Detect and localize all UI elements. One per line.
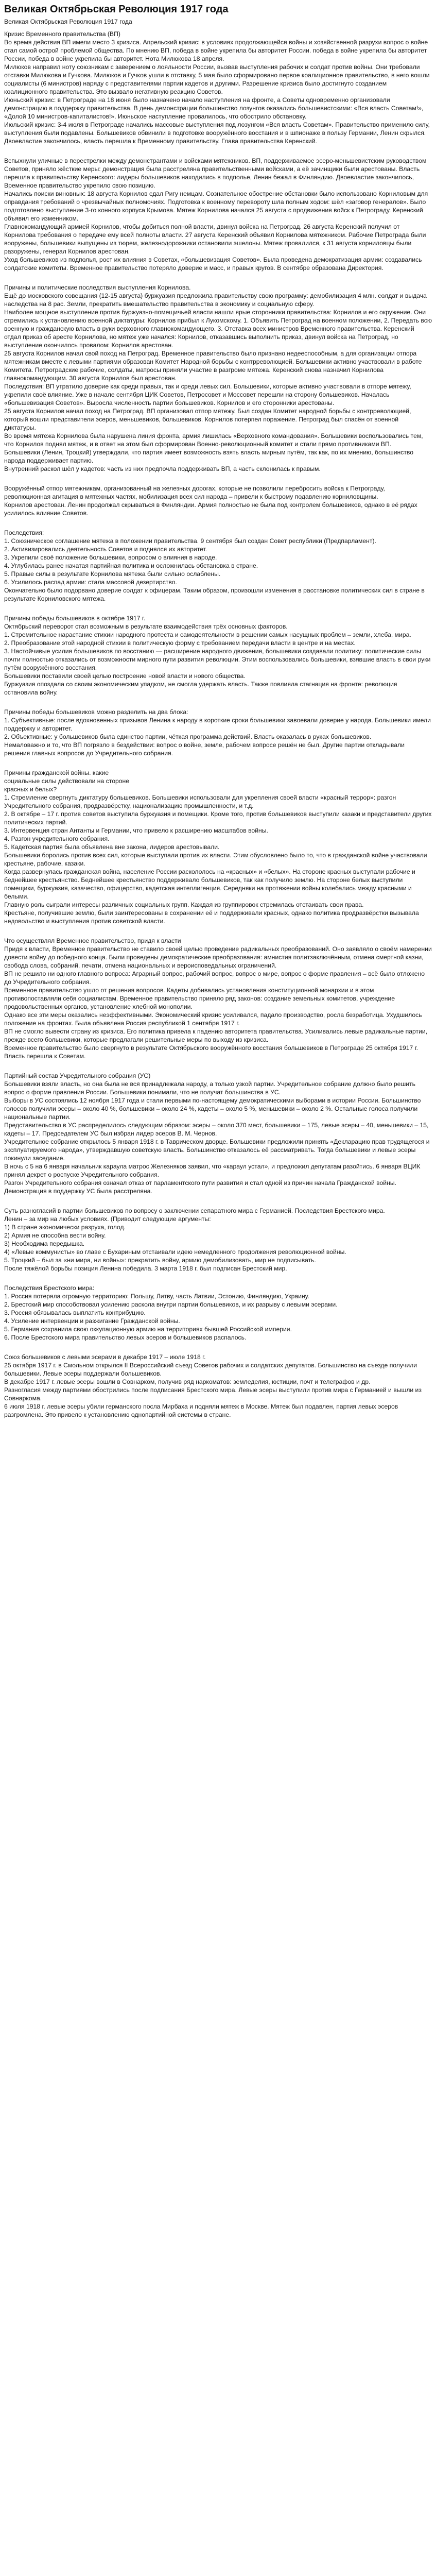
section xyxy=(4,1207,432,1273)
paragraph: Однако все эти меры оказались неэффективными. Экономический кризис усиливался, падало производство, росла безработица. Ухудшилось положение на фронтах. Была объявлена Россия республикой 1 сентября 1917 г. xyxy=(4,1011,422,1027)
paragraph: Июльский кризис: 3-4 июля в Петрограде начались массовые выступления под лозунгом «Вся власть Советам». Правительство применило силу, выступления были подавлены. Большевиков обвинили в подготовке вооружённого восстания и в шпионаже в пользу Германии, Ленин скрылся. Двоевластие закончилось, власть перешла к Временному правительству. Глава правительства Керенский. xyxy=(4,121,430,145)
paragraph: Начались поиски виновных: 18 августа Корнилов сдал Ригу немцам. Сознательное обострение обстановки было использовано Корниловым для оправдания требований о чрезвычайных полномочиях. Подготовка к военному перевороту шла полным ходом: шёл «заговор генералов». Было подготовлено выступление 3-го конного корпуса Крымова. Мятеж Корнилова начался 25 августа с продвижения войск к Петрограду. Керенский объявил его изменником. xyxy=(4,190,428,222)
section-heading: Последствия: xyxy=(4,529,44,536)
paragraph: Придя к власти, Временное правительство не ставило своей целью проведение радикальных преобразований. Оно заявляло о своём намерении довести войну до победного конца. Были проведены демократические преобразования: амнистия политзаключённым, отмена смертной казни, свобода слова, собраний, печати, отмена национальных и вероисповедальных ограничений. xyxy=(4,945,432,969)
paragraph: Большевики (Ленин, Троцкий) утверждали, что партия имеет возможность взять власть мирным путём, так как, по их мнению, большинство народа поддерживает партию. xyxy=(4,449,414,464)
section-heading: Вспыхнули уличные в перестрелки между демонстрантами и войсками мятежников. ВП, поддерживаемое эсеро-меньшевистским руководством Советов, приняло жёсткие меры: демонстрация была расстреляна правительственными войсками, а её зачинщики были арестованы. Власть перешла к правительству Керенского: лидеры большевиков находились в подполье, Ленин бежал в Финляндию. Двоевластие закончилось, Временное правительство укрепило свою позицию. xyxy=(4,157,427,189)
paragraph: 25 октября 1917 г. в Смольном открылся II Всероссийский съезд Советов рабочих и солдатских депутатов. Большинство на съезде получили большевики. Левые эсеры поддержали большевиков. xyxy=(4,1362,417,1377)
paragraph: Выборы в УС состоялись 12 ноября 1917 года и стали первыми по-настоящему демократическими выборами в истории России. Большинство голосов получили эсеры – около 40 %, большевики – около 24 %, кадеты – около 5 %, меньшевики – около 2 %. Остальные голоса получили национальные партии. xyxy=(4,1097,421,1121)
paragraph: 1. Субъективные: после вдохновенных призывов Ленина к народу в короткие сроки большевики завоевали доверие у народа. Большевики имели поддержку и авторитет. xyxy=(4,717,431,732)
section-gap xyxy=(4,473,432,484)
paragraph: Немаловажно и то, что ВП погрязло в бездействии: вопрос о войне, земле, рабочем вопросе решён не был. Другие партии откладывали решения главных вопросов до Учредительного собрания. xyxy=(4,741,405,757)
section-gap xyxy=(4,1273,432,1284)
section-gap xyxy=(4,1342,432,1353)
paragraph: Главную роль сыграли интересы различных социальных групп. Каждая из группировок стремилась отстаивать свои права. xyxy=(4,901,364,908)
section-gap xyxy=(4,757,432,769)
section-gap xyxy=(4,697,432,708)
paragraph: 1. Стремление свергнуть диктатуру большевиков. Большевики использовали для укрепления своей власти «красный террор»: разгон Учредительного собрания, продразвёрстку, национализацию промышленности, и т.д. xyxy=(4,794,396,809)
section-heading: Причины и политические последствия выступления Корнилова. xyxy=(4,284,191,291)
section-heading: Причины победы большевиков можно разделить на два блока: xyxy=(4,708,188,716)
paragraph: Ленин – за мир на любых условиях. (Приводит следующие аргументы: xyxy=(4,1215,211,1223)
section-heading: Вооружённый отпор мятежникам, организованный на железных дорогах, которые не позволили перебросить войска к Петрограду, революционная агитация в мятежных частях, мобилизация всех сил народа – привели к быстрому подавлению корниловщины. xyxy=(4,485,385,500)
section-gap xyxy=(4,517,432,529)
paragraph: 6. После Брестского мира правительство левых эсеров и большевиков распалось. xyxy=(4,1334,247,1341)
section xyxy=(4,30,432,145)
paragraph: Корнилов арестован. Ленин продолжал скрываться в Финляндии. Армия полностью не была под контролем большевиков, однако в её рядах усилилось влияние Советов. xyxy=(4,501,417,517)
paragraph: ВП не решило ни одного главного вопроса: Аграрный вопрос, рабочий вопрос, вопрос о мире, вопрос о форме правления – всё было отложено до Учредительного собрания. xyxy=(4,970,425,986)
section xyxy=(4,769,432,925)
paragraph: Во время действия ВП имели место 3 кризиса. Апрельский кризис: в условиях продолжающейся войны и хозяйственной разрухи вопрос о войне стал самой острой проблемой общества. По мнению ВП, победа в войне укрепила бы авторитет России. победа в войне укрепила бы авторитет России, победа в войне укрепила бы авторитет. Нота Милюкова 18 апреля. xyxy=(4,39,428,62)
section xyxy=(4,937,432,1060)
section xyxy=(4,614,432,697)
section xyxy=(4,1284,432,1342)
paragraph: 2. Брестский мир способствовал усилению раскола внутри партии большевиков, и их разрыву с левыми эсерами. xyxy=(4,1301,338,1308)
paragraph: Ещё до московского совещания (12-15 августа) буржуазия предложила правительству свою программу: демобилизация 4 млн. солдат и выдача наследства на 8 рас. Земли, прекратить вмешательство правительства в экономику и социальную сферу. xyxy=(4,292,427,308)
paragraph: 5. Кадетская партия была объявлена вне закона, лидеров арестовывали. xyxy=(4,843,220,851)
section-gap xyxy=(4,1195,432,1207)
paragraph: Разгон Учредительного собрания означал отказ от парламентского пути развития и стал одной из причин начала Гражданской войны. Демонстрация в поддержку УС была расстреляна. xyxy=(4,1179,396,1195)
section xyxy=(4,1072,432,1195)
section-gap xyxy=(4,603,432,614)
paragraph: Окончательно было подорвано доверие солдат к офицерам. Таким образом, произошли изменения в расстановке политических сил в стране в результате Корниловского мятежа. xyxy=(4,587,425,602)
section-heading: Причины гражданской войны. какие xyxy=(4,769,109,776)
paragraph: Большевики поставили своей целью построение новой власти и нового общества. xyxy=(4,672,246,680)
paragraph: Во время мятежа Корнилова была нарушена линия фронта, армия лишилась «Верховного командования». Большевики воспользовались тем, что Корнилов поднял мятеж, и в ответ на этом был сформирован Военно-революционный комитет и стали прямо противниками ВП. xyxy=(4,432,423,448)
paragraph: 2) Армия не способна вести войну. xyxy=(4,1232,106,1239)
paragraph: 4. Усиление интервенции и разжигание Гражданской войны. xyxy=(4,1317,180,1325)
paragraph: 1) В стране экономически разруха, голод. xyxy=(4,1224,126,1231)
paragraph: 2. Преобразование этой народной стихии в политическую форму с требованием передачи власти в центре и на местах. xyxy=(4,639,356,647)
section-heading: Союз большевиков с левыми эсерами в декабре 1917 – июле 1918 г. xyxy=(4,1353,206,1361)
paragraph: Большевики взяли власть, но она была не вся принадлежала народу, а только узкой партии. Учредительное собрание должно было решить вопрос о форме правления России. Большевики понимали, что не получат большинства в УС. xyxy=(4,1080,415,1096)
section xyxy=(4,283,432,473)
paragraph: Учредительное собрание открылось 5 января 1918 г. в Таврическом дворце. Большевики предложили принять «Декларацию прав трудящегося и эксплуатируемого народа», утверждавшую советскую власть. Большинство отказалось её рассматривать. Тогда большевики и левые эсеры покинули заседание. xyxy=(4,1138,430,1162)
paragraph: 3. Россия обязывалась выплатить контрибуцию. xyxy=(4,1309,146,1316)
section-heading: Кризис Временного правительства (ВП) xyxy=(4,30,120,38)
section-gap xyxy=(4,145,432,157)
section xyxy=(4,157,432,272)
paragraph: Буржуазия опоздала со своим экономическим упадком, не смогла удержать власть. Также повлияла стагнация на фронте: революция остановила войну. xyxy=(4,681,397,696)
section-heading: Суть разногласий в партии большевиков по вопросу о заключении сепаратного мира с Германией. Последствия Брестского мира. xyxy=(4,1207,385,1214)
section-heading: Партийный состав Учредительного собрания (УС) xyxy=(4,1072,151,1079)
paragraph: 3. Укрепили своё положение большевики, вопросом о влияния в народе. xyxy=(4,554,217,561)
section-gap xyxy=(4,272,432,283)
section xyxy=(4,708,432,757)
section xyxy=(4,529,432,603)
paragraph: Последствия: ВП утратило доверие как среди правых, так и среди левых сил. Большевики, которые активно участвовали в отпоре мятежу, укрепили своё влияние. Уже в начале сентября ЦИК Советов, Петросовет и Моссовет перешли на сторону большевиков. Началась «большевизация Советов». Выросла численность партии большевиков. Корнилов и его сторонники арестованы. xyxy=(4,383,411,406)
paragraph: Разногласия между партиями обострились после подписания Брестского мира. Левые эсеры выступили против мира с Германией и вышли из Совнаркома. xyxy=(4,1386,422,1402)
paragraph: 25 августа Корнилов начал поход на Петроград. ВП организовал отпор мятежу. Был создан Комитет народной борьбы с контрреволюцией, который вошли представители эсеров, меньшевиков, большевиков. Корнилов потерпел поражение. Петроград был спасён от военной диктатуры. xyxy=(4,408,411,431)
paragraph: Представительство в УС распределилось следующим образом: эсеры – около 370 мест, большевики – 175, левые эсеры – 40, меньшевики – 15, кадеты – 17. Председателем УС был избран лидер эсеров В. М. Чернов. xyxy=(4,1122,429,1137)
paragraph: 2. Активизировались деятельность Советов и поднялся их авторитет. xyxy=(4,546,207,553)
paragraph: 2. Объективные: у большевиков была единство партии, чёткая программа действий. Власть оказалась в руках большевиков. xyxy=(4,733,372,740)
paragraph: Уход большевиков из подполья, рост их влияния в Советах, «большевизация Советов». Была проведена демократизация армии: создавались солдатские комитеты. Временное правительство потеряло доверие и масс, и правых кругов. В сентябре образована Директория. xyxy=(4,256,422,272)
paragraph: 3) Необходима передышка. xyxy=(4,1240,85,1247)
paragraph: 4. Разгон учредительного собрания. xyxy=(4,835,110,842)
section-gap xyxy=(4,925,432,937)
paragraph: Октябрьский переворот стал возможным в результате взаимодействия трёх основных факторов. xyxy=(4,623,288,630)
paragraph: В декабре 1917 г. левые эсеры вошли в Совнарком, получив ряд наркоматов: земледелия, юстиции, почт и телеграфов и др. xyxy=(4,1378,371,1385)
paragraph: 4. Углубилась ранее начатая партийная политика и осложнилась обстановка в стране. xyxy=(4,562,258,569)
paragraph: Когда развернулась гражданская война, население России раскололось на «красных» и «белых». На стороне красных выступали рабочие и беднейшее крестьянство. Беднейшее крестьянство поддерживало большевиков, так как получило землю. На стороне белых выступили помещики, буржуазия, казачество, офицерство, кадетская интеллигенция. Середняки на протяжении войны колебались между красными и белыми. xyxy=(4,868,415,900)
paragraph: 6 июля 1918 г. левые эсеры убили германского посла Мирбаха и подняли мятеж в Москве. Мятеж был подавлен, партия левых эсеров разгромлена. Это привело к установлению однопартийной системы в стране. xyxy=(4,1403,398,1418)
paragraph: 5. Правые силы в результате Корнилова мятежа были сильно ослаблены. xyxy=(4,570,221,578)
section-gap xyxy=(4,1060,432,1072)
section-heading: Что осуществлял Временное правительство, придя к власти xyxy=(4,937,181,944)
paragraph: Крестьяне, получившие землю, были заинтересованы в сохранении её и поддерживали красных, однако политика продразвёрстки вызывала недовольство и выступления против советской власти. xyxy=(4,909,419,925)
paragraph: Большевики боролись против всех сил, которые выступали против их власти. Этим обусловлено было то, что в гражданской войне участвовали крестьяне, рабочие, казаки. xyxy=(4,852,427,867)
paragraph: 1. Россия потеряла огромную территорию: Польшу, Литву, часть Латвии, Эстонию, Финляндию, Украину. xyxy=(4,1293,309,1300)
paragraph: 3. Настойчивые усилия большевиков по восстанию — расширение народного движения, большевики создавали политику: политические силы почти полностью отказались от возможности мирного пути развития революции. Этим воспользовались большевики, взявшие власть в свои руки путём вооружённого восстания. xyxy=(4,648,431,671)
paragraph: социальные силы действовали на стороне xyxy=(4,777,130,785)
paragraph: Временное правительство ушло от решения вопросов. Кадеты добивались установления конституционной монархии и в этом противопоставляли себя социалистам. Временное правительство приняло ряд законов: создание земельных комитетов, учреждение продовольственных органов, установление хлебной монополии. xyxy=(4,987,395,1010)
section-heading: Последствия Брестского мира: xyxy=(4,1284,95,1292)
paragraph: 25 августа Корнилов начал свой поход на Петроград. Временное правительство было признано недееспособным, а для организации отпора мятежникам вместе с левыми партиями образован Комитет Народной борьбы с контрреволюцией. Большевики активно участвовали в работе Комитета. Петроградские рабочие, солдаты, матросы приняли участие в разгроме мятежа. Керенский снова назначил Корнилова главнокомандующим. 30 августа Корнилов был арестован. xyxy=(4,350,422,382)
paragraph: Милюков направил ноту союзникам с заверением о лояльности России, вызвав выступления рабочих и солдат против войны. Они требовали отставки Милюкова и Гучкова. Милюков и Гучков ушли в отставку, 5 мая было сформировано первое коалиционное правительство, в него вошли социалисты (6 министров) наряду с представителями партии кадетов и другими. Разрешение кризиса было достигнуто созданием коалиционного правительства. Это вызвало негативную реакцию Советов. xyxy=(4,63,430,95)
paragraph: 3. Интервенция стран Антанты и Германии, что привело к расширению масштабов войны. xyxy=(4,827,268,834)
paragraph: Внутренний раскол шёл у кадетов: часть из них предпочла поддерживать ВП, а часть склонилась к правым. xyxy=(4,465,321,472)
paragraph: 1. Союзническое соглашение мятежа в положении правительства. 9 сентября был создан Совет республики (Предпарламент). xyxy=(4,537,376,545)
section xyxy=(4,1353,432,1419)
paragraph: 2. В октябре – 17 г. против советов выступила буржуазия и помещики. Кроме того, против большевиков выступили казаки и представители других политических партий. xyxy=(4,810,432,826)
paragraph: 1. Стремительное нарастание стихии народного протеста и самодеятельности в решении самых насущных проблем – земли, хлеба, мира. xyxy=(4,631,411,638)
paragraph: После тяжёлой борьбы позиция Ленина победила. 3 марта 1918 г. был подписан Брестский мир. xyxy=(4,1265,287,1272)
paragraph: 6. Усилилось распад армии: стала массовой дезертирство. xyxy=(4,579,177,586)
document-body xyxy=(4,30,432,1419)
section xyxy=(4,484,432,517)
paragraph: красных и белых? xyxy=(4,786,57,793)
paragraph: Наиболее мощное выступление против буржуазно-помещичьей власти нашли ярые сторонники правительства: Корнилов и его окружение. Они стремились к установлению военной диктатуры: Корнилов прибыл к Лукомскому. 1. Объявить Петроград на военном положении, 2. Передать всю военную и гражданскую власть в руки верховного главнокомандующего. 3. Отставка всех министров Временного правительства. Керенский отдал приказ об аресте Корнилова, но мятеж уже начался: Корнилов, отказавшись выполнить приказ, двинул войска на Петроград, но выступление окончилось провалом: Корнилов арестован. xyxy=(4,309,432,349)
paragraph: 5. Троцкий – был за «ни мира, ни войны»: прекратить войну, армию демобилизовать, мир не подписывать. xyxy=(4,1257,316,1264)
paragraph: 4) «Левые коммунисты» во главе с Бухариным отстаивали идею немедленного продолжения революционной войны. xyxy=(4,1248,346,1256)
page-subtitle: Великая Октябрьская Революция 1917 года xyxy=(4,18,132,25)
paragraph: Временное правительство было свергнуто в результате Октябрьского вооружённого восстания большевиков в Петрограде 25 октября 1917 г. Власть перешла к Советам. xyxy=(4,1044,418,1060)
paragraph: Июньский кризис: в Петрограде на 18 июня было назначено начало наступления на фронте, а Советы одновременно организовали демонстрацию в поддержку правительства. В день демонстрации большинство лозунгов оказались большевистскими: «Вся власть Советам!», «Долой 10 министров-капиталистов!». Июньское наступление провалилось, что обострило обстановку. xyxy=(4,96,424,120)
page-title: Великая Октябрьская Революция 1917 года xyxy=(4,4,229,15)
paragraph: ВП не смогло вывести страну из кризиса. Его политика привела к падению авторитета правительства. Усиливались левые радикальные партии, прежде всего большевики, которые предлагали решительные меры по выходу из кризиса. xyxy=(4,1028,428,1043)
paragraph: В ночь с 5 на 6 января начальник караула матрос Железняков заявил, что «караул устал», и предложил депутатам разойтись. 6 января ВЦИК принял декрет о роспуске Учредительного собрания. xyxy=(4,1163,421,1178)
paragraph: Главнокомандующий армией Корнилов, чтобы добиться полной власти, двинул войска на Петроград. 26 августа Керенский получил от Корнилова требования о передаче ему всей полноты власти. 27 августа Керенский объявил Корнилова мятежником. Рабочие Петрограда были вооружены, большевики выпущены из тюрем, железнодорожники остановили эшелоны. Мятеж провалился, к 31 августа корниловцы были разоружены, генерал Корнилов арестован. xyxy=(4,223,426,255)
paragraph: 5. Германия сохранила свою оккупационную армию на территориях бывшей Российской империи. xyxy=(4,1326,292,1333)
section-heading: Причины победы большевиков в октябре 1917 г. xyxy=(4,615,146,622)
